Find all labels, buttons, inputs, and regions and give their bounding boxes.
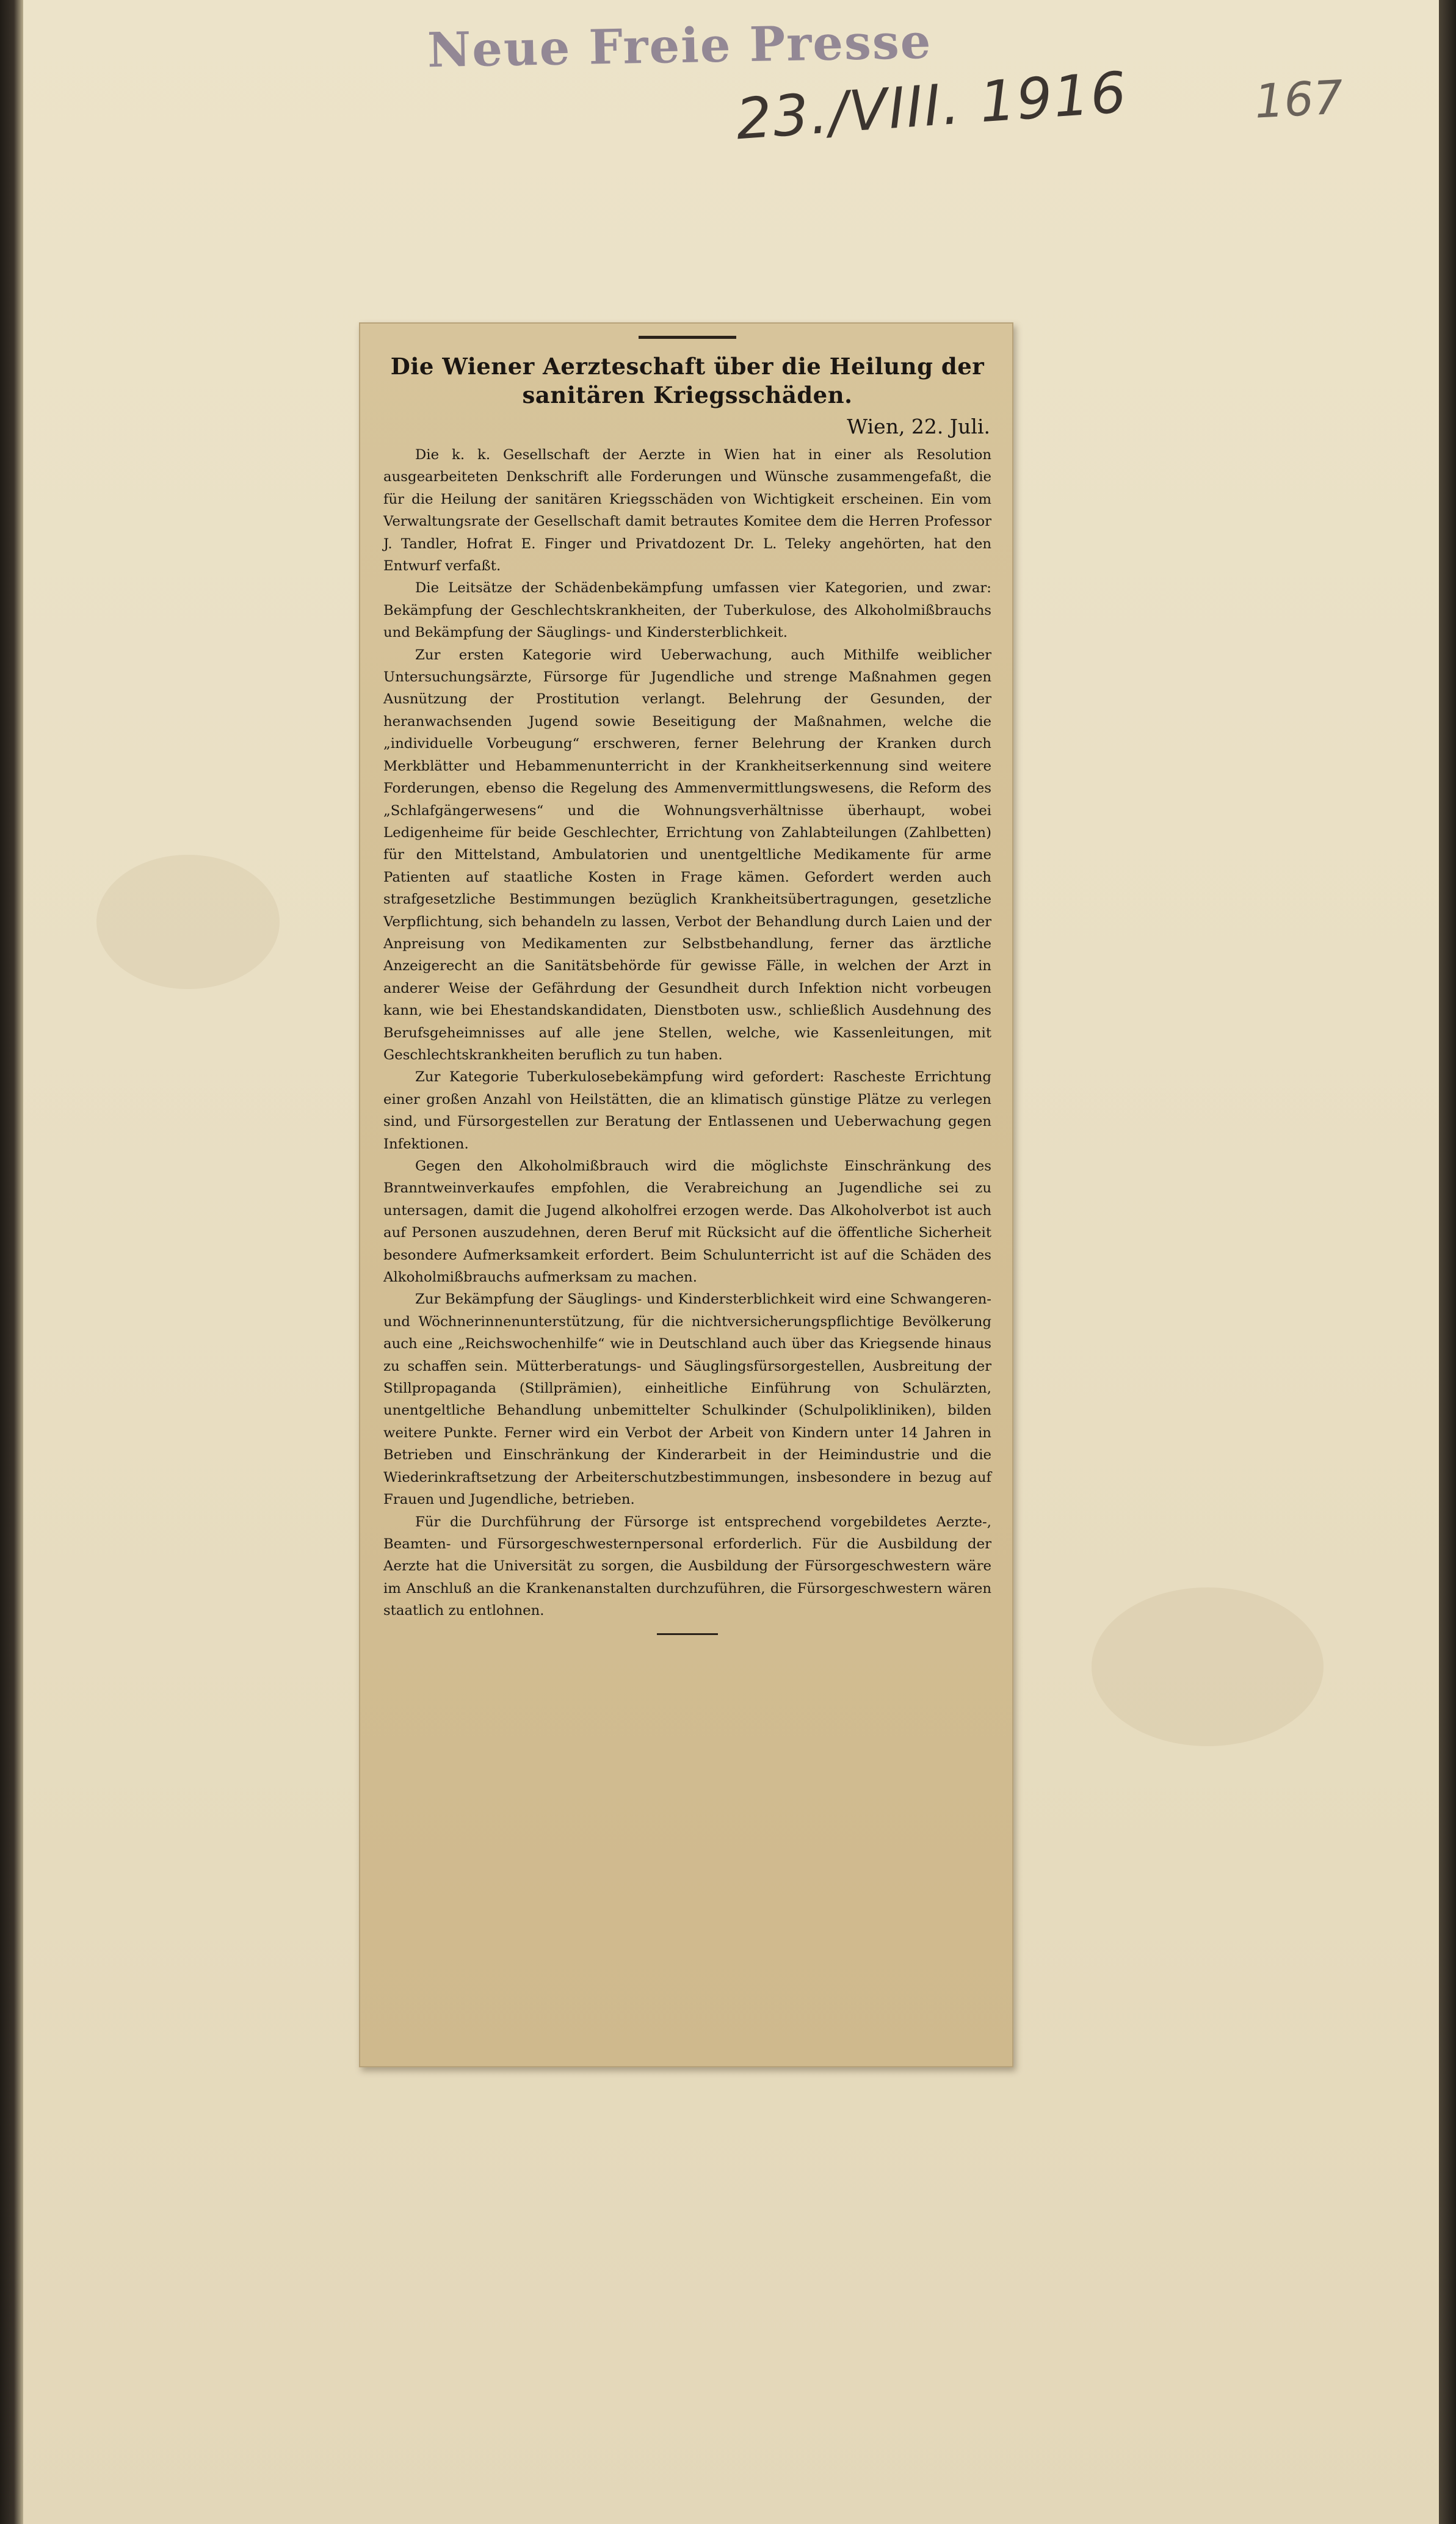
article-paragraph: Für die Durchführung der Fürsorge ist entsprechend vorgebildetes Aerzte-, Beamten- und Fürsorgeschwesternpersonal erforderlich. Für die Ausbildung der Aerzte hat die Universität zu sorgen, die Ausbildung der Fürsorgeschwestern wäre im Anschluß an die Krankenanstalten durchzuführen, die Fürsorgeschwestern wären staatlich zu entlohnen.	[383, 1514, 991, 1619]
handwritten-date: 23./VIII. 1916	[734, 59, 1130, 153]
article-headline	[383, 352, 991, 410]
headline-line-1: Die Wiener Aerzteschaft über die Heilung der	[390, 353, 985, 380]
folio-number: 167	[1253, 70, 1345, 129]
newspaper-clipping	[359, 322, 1013, 2067]
article-paragraph: Zur ersten Kategorie wird Ueberwachung, auch Mithilfe weiblicher Untersuchungsärzte, Fürsorge für Jugendliche und strenge Maßnahmen gegen Ausnützung der Prostitution verlangt. Belehrung der Gesunden, der heranwachsenden Jugend sowie Beseitigung der Maßnahmen, welche die „individuelle Vorbeugung“ erschweren, ferner Belehrung der Kranken durch Merkblätter und Hebammenunterricht in der Krankheitserkennung sind weitere Forderungen, ebenso die Regelung des Ammenvermittlungswesens, die Reform des „Schlafgängerwesens“ und die Wohnungsverhältnisse überhaupt, wobei Ledigenheime für beide Geschlechter, Errichtung von Zahlabteilungen (Zahlbetten) für den Mittelstand, Ambulatorien und unentgeltliche Medikamente für arme Patienten auf staatliche Kosten in Frage kämen. Gefordert werden auch strafgesetzliche Bestimmungen bezüglich Krankheitsübertragungen, gesetzliche Verpflichtung, sich behandeln zu lassen, Verbot der Behandlung durch Laien und der Anpreisung von Medikamenten zur Selbstbehandlung, ferner das ärztliche Anzeigerecht an die Sanitätsbehörde für gewisse Fälle, in welchen der Arzt in anderer Weise der Gefährdung der Gesundheit durch Infektion nicht vorbeugen kann, wie bei Ehestandskandidaten, Dienstboten usw., schließlich Ausdehnung des Berufsgeheimnisses auf alle jene Stellen, welche, wie Kassenleitungen, mit Geschlechtskrankheiten beruflich zu tun haben.	[383, 647, 991, 1063]
headline-line-2: sanitären Kriegsschäden.	[522, 382, 853, 408]
article-paragraph: Die Leitsätze der Schädenbekämpfung umfassen vier Kategorien, und zwar: Bekämpfung der Geschlechtskrankheiten, der Tuberkulose, des Alkoholmißbrauchs und Bekämpfung der Säuglings- und Kindersterblichkeit.	[383, 580, 991, 641]
scan-border-right	[1439, 0, 1456, 2524]
newspaper-stamp: Neue Freie Presse	[427, 13, 933, 79]
article-paragraph: Zur Bekämpfung der Säuglings- und Kindersterblichkeit wird eine Schwangeren- und Wöchnerinnenunterstützung, für die nichtversicherungspflichtige Bevölkerung auch eine „Reichswochenhilfe“ wie in Deutschland auch über das Kriegsende hinaus zu schaffen sein. Mütterberatungs- und Säuglingsfürsorgestellen, Ausbreitung der Stillpropaganda (Stillprämien), einheitliche Einführung von Schulärzten, unentgeltliche Behandlung unbemittelter Schulkinder (Schulpolikliniken), bilden weitere Punkte. Ferner wird ein Verbot der Arbeit von Kindern unter 14 Jahren in Betrieben und Einschränkung der Kinderarbeit in der Heimindustrie und die Wiederinkraftsetzung der Arbeiterschutzbestimmungen, insbesondere in bezug auf Frauen und Jugendliche, betrieben.	[383, 1291, 991, 1508]
paper-stain	[96, 855, 280, 989]
paper-stain	[1092, 1587, 1324, 1746]
article-paragraph: Die k. k. Gesellschaft der Aerzte in Wien hat in einer als Resolution ausgearbeiteten Denkschrift alle Forderungen und Wünsche zusammengefaßt, die für die Heilung der sanitären Kriegsschäden von Wichtigkeit erscheinen. Ein vom Verwaltungsrate der Gesellschaft damit betrautes Komitee dem die Herren Professor J. Tandler, Hofrat E. Finger und Privatdozent Dr. L. Teleky angehörten, hat den Entwurf verfaßt.	[383, 447, 991, 575]
article-dateline: Wien, 22. Juli.	[847, 415, 990, 438]
scan-border-left	[0, 0, 23, 2524]
headline-rule	[639, 336, 736, 339]
article-paragraph: Gegen den Alkoholmißbrauch wird die möglichste Einschränkung des Branntweinverkaufes empfohlen, die Verabreichung an Jugendliche sei zu untersagen, damit die Jugend alkoholfrei erzogen werde. Das Alkoholverbot ist auch auf Personen auszudehnen, deren Beruf mit Rücksicht auf die öffentliche Sicherheit besondere Aufmerksamkeit erfordert. Beim Schulunterricht ist auf die Schäden des Alkoholmißbrauchs aufmerksam zu machen.	[383, 1158, 991, 1286]
article-body	[383, 444, 991, 1622]
article-end-rule	[657, 1633, 718, 1635]
article-paragraph: Zur Kategorie Tuberkulosebekämpfung wird gefordert: Rascheste Errichtung einer großen Anzahl von Heilstätten, die an klimatisch günstige Plätze zu verlegen sind, und Fürsorgestellen zur Beratung der Entlassenen und Ueberwachung gegen Infektionen.	[383, 1069, 991, 1152]
